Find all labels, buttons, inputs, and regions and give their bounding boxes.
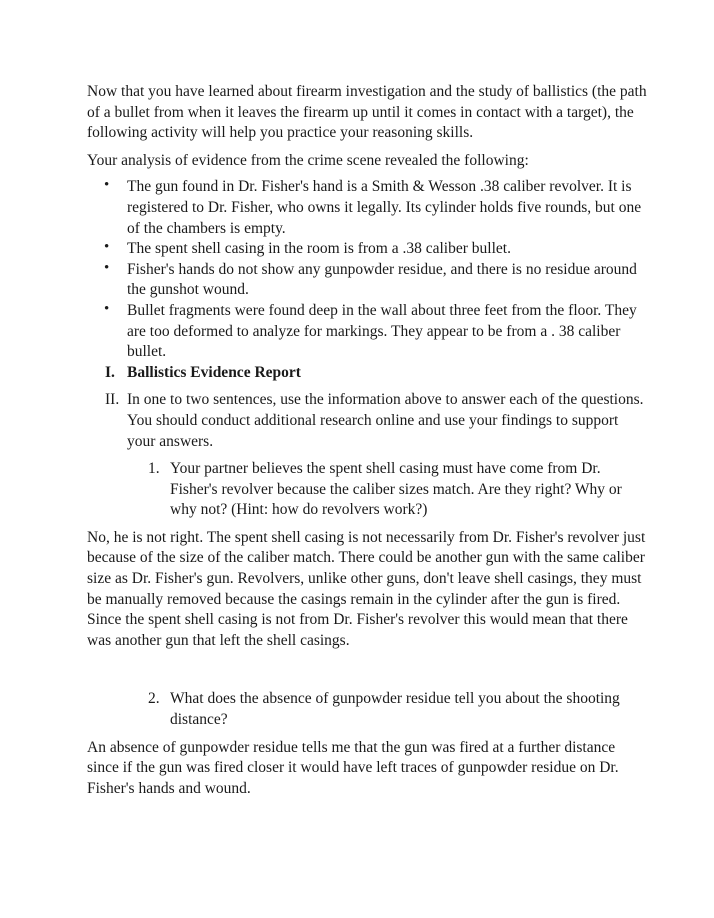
evidence-item-text: The gun found in Dr. Fisher's hand is a Smith & Wesson .38 caliber revolver. It is registered to Dr. Fisher, who owns it legally. Its cylinder holds five rounds, but one of the chambers is empty.: [127, 178, 642, 237]
intro-paragraph: Now that you have learned about firearm investigation and the study of ballistics (the path of a bullet from when it leaves the firearm up until it comes in contact with a target), the following activity will help you practice your reasoning skills.: [87, 83, 647, 142]
section-heading: [87, 363, 647, 384]
bullet-icon: •: [104, 177, 110, 194]
list-item: [87, 177, 647, 239]
evidence-item-text: The spent shell casing in the room is from a .38 caliber bullet.: [127, 240, 511, 258]
list-item: [87, 301, 647, 363]
answer-2: An absence of gunpowder residue tells me that the gun was fired at a further distance since if the gun was fired closer it would have left traces of gunpowder residue on Dr. Fisher's hands and wound.: [87, 738, 619, 797]
evidence-list: [87, 177, 647, 362]
evidence-lead-text: Your analysis of evidence from the crime scene revealed the following:: [87, 151, 529, 169]
instructions-section: [87, 390, 647, 452]
question-number: 2.: [148, 690, 160, 708]
evidence-item-text: Fisher's hands do not show any gunpowder residue, and there is no residue around the gunshot wound.: [127, 260, 637, 299]
question-number: 1.: [148, 460, 160, 478]
answer-1: No, he is not right. The spent shell casing is not necessarily from Dr. Fisher's revolver just because of the size of the caliber match. There could be another gun with the same caliber size as Dr. Fisher's gun. Revolvers, unlike other guns, don't leave shell casings, they must be manually removed because the casings remain in the cylinder after the gun is fired. Since the spent shell casing is not from Dr. Fisher's revolver this would mean that there was another gun that left the shell casings.: [87, 528, 646, 649]
document-body: [87, 82, 647, 799]
section-number: II.: [105, 391, 120, 409]
instructions-text: In one to two sentences, use the information above to answer each of the questions. You should conduct additional research online and use your findings to support your answers.: [127, 391, 644, 450]
section-number: I.: [105, 363, 115, 381]
list-item: [87, 260, 647, 301]
bullet-icon: •: [104, 300, 110, 317]
question-2: [87, 689, 647, 730]
question-text: What does the absence of gunpowder residue tell you about the shooting distance?: [170, 690, 620, 729]
question-1: [87, 459, 647, 521]
evidence-item-text: Bullet fragments were found deep in the wall about three feet from the floor. They are too deformed to analyze for markings. They appear to be from a . 38 caliber bullet.: [127, 301, 637, 361]
bullet-icon: •: [104, 259, 110, 276]
question-text: Your partner believes the spent shell casing must have come from Dr. Fisher's revolver because the caliber sizes match. Are they right? Why or why not? (Hint: how do revolvers work?): [170, 460, 622, 519]
list-item: [87, 239, 647, 260]
section-title: Ballistics Evidence Report: [127, 363, 301, 381]
bullet-icon: •: [104, 239, 110, 256]
